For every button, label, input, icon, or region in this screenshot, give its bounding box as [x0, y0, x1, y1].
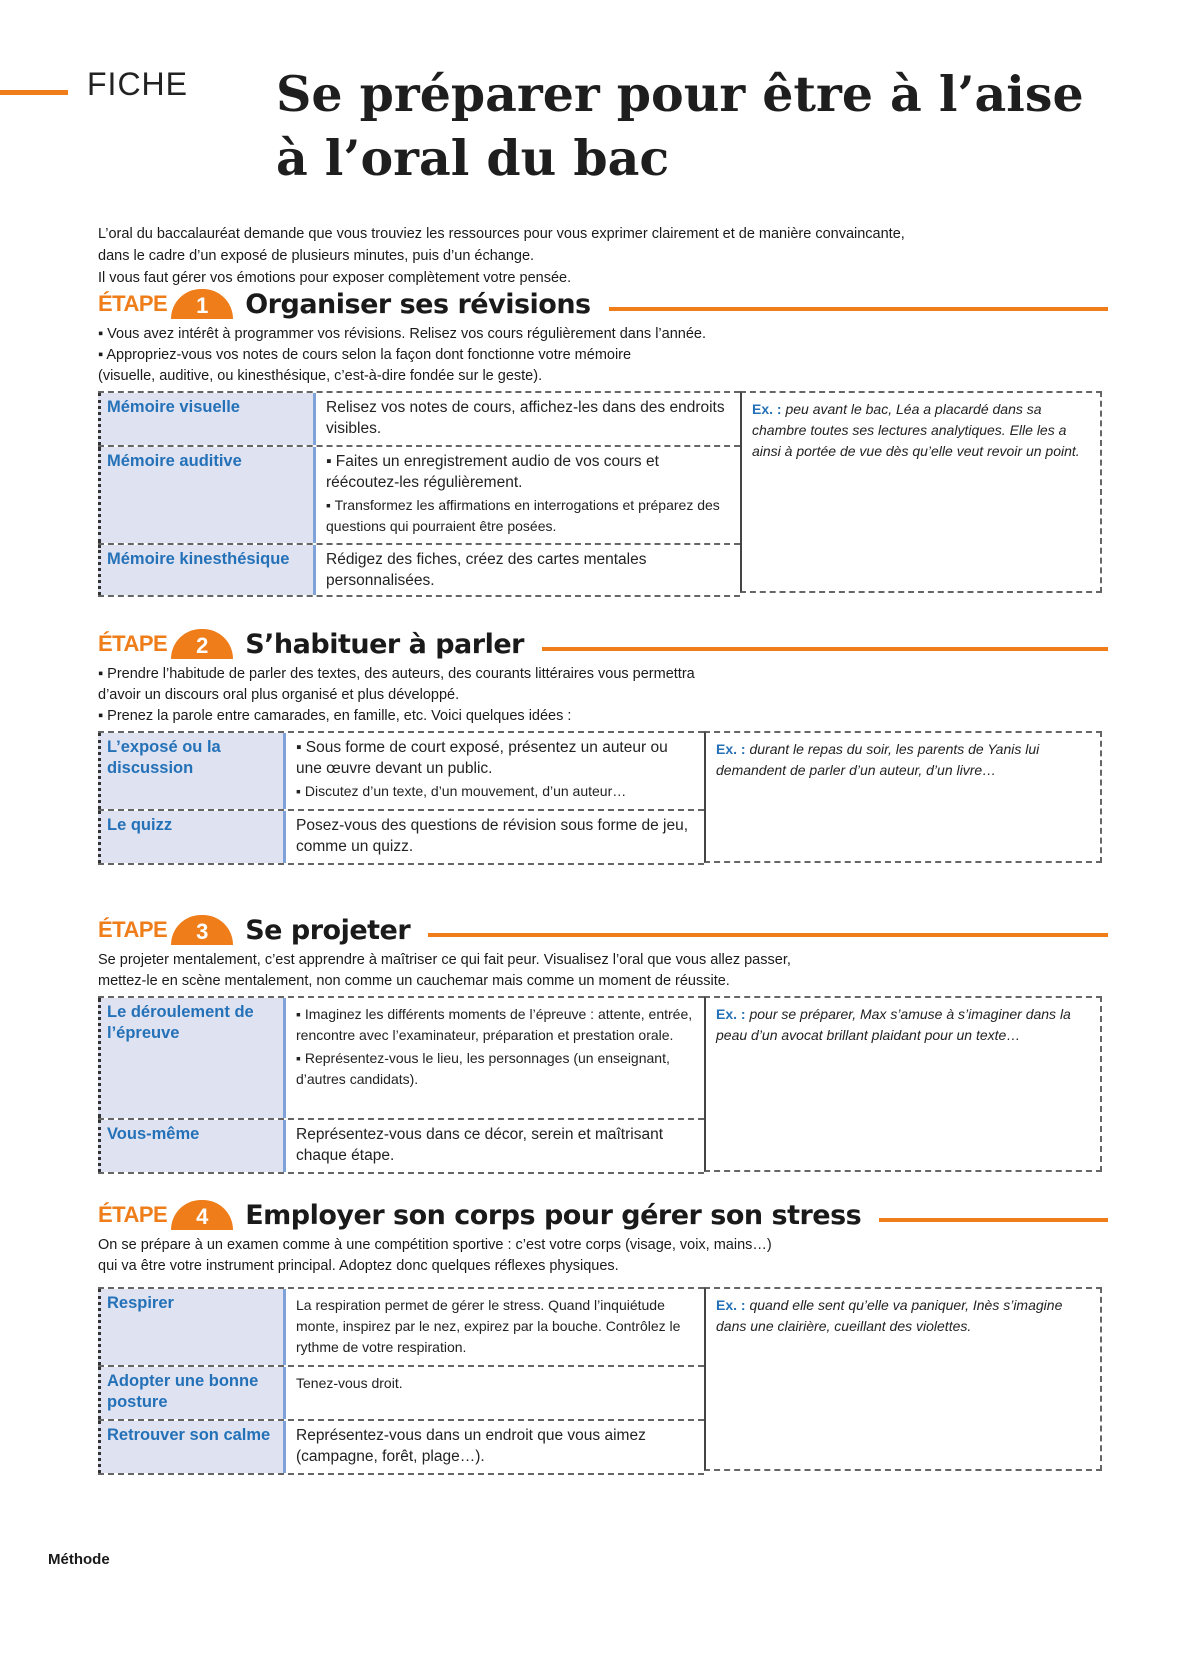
step-text-line: On se prépare à un examen comme à une compétition sportive : c’est votre corps (visage, voix, mains…) [98, 1237, 772, 1253]
step-title: S’habituer à parler [245, 628, 524, 660]
example-label: Ex. : [716, 1297, 746, 1313]
table-rows [98, 391, 740, 597]
step-3-section [98, 912, 1108, 1174]
row-label: Le déroulement de l’épreuve [98, 998, 286, 1118]
row-label: Mémoire auditive [98, 447, 316, 543]
step-number-badge: 4 [171, 1200, 233, 1230]
step-word: ÉTAPE [98, 291, 168, 316]
table-row [98, 1287, 704, 1367]
step-rule [879, 1218, 1108, 1222]
row-item: ▪ Représentez-vous le lieu, les personnages (un enseignant, d’autres candidats). [296, 1050, 670, 1087]
step-table [98, 391, 1108, 597]
fiche-accent-bar [0, 90, 68, 95]
table-row [98, 731, 704, 811]
step-header [98, 912, 1108, 948]
step-text-line: ▪ Prendre l’habitude de parler des textes, des auteurs, des courants littéraires vous permettra [98, 666, 695, 682]
step-word: ÉTAPE [98, 917, 168, 942]
example-label: Ex. : [752, 401, 782, 417]
row-item: Rédigez des fiches, créez des cartes mentales personnalisées. [326, 551, 647, 589]
row-label: Le quizz [98, 811, 286, 863]
table-row [98, 811, 704, 865]
step-table [98, 996, 1108, 1174]
example-box [704, 1287, 1102, 1471]
table-rows [98, 731, 704, 865]
step-text-line: d’avoir un discours oral plus organisé et plus développé. [98, 687, 460, 703]
page-title-line-1: Se préparer pour être à l’aise [276, 65, 1084, 123]
page-title [276, 62, 1136, 190]
example-text: peu avant le bac, Léa a placardé dans sa chambre toutes ses lectures analytiques. Elle les a ainsi à portée de vue dès qu’elle veut revoir un point. [752, 401, 1080, 459]
step-text-line: ▪ Appropriez-vous vos notes de cours selon la façon dont fonctionne votre mémoire [98, 347, 632, 363]
table-row [98, 447, 740, 545]
step-text-line: (visuelle, auditive, ou kinesthésique, c’est-à-dire fondée sur le geste). [98, 368, 543, 384]
row-item: ▪ Discutez d’un texte, d’un mouvement, d’un auteur… [296, 783, 627, 799]
step-title: Se projeter [245, 914, 411, 946]
step-header [98, 626, 1108, 662]
page-title-line-2: à l’oral du bac [276, 129, 670, 187]
step-text [98, 664, 1108, 727]
table-row [98, 1421, 704, 1475]
row-item: Représentez-vous dans un endroit que vous aimez (campagne, forêt, plage…). [296, 1427, 646, 1465]
table-rows [98, 996, 704, 1174]
intro-line: Il vous faut gérer vos émotions pour exposer complètement votre pensée. [98, 270, 572, 286]
table-row [98, 996, 704, 1120]
row-item: Posez-vous des questions de révision sous forme de jeu, comme un quizz. [296, 817, 689, 855]
row-item: ▪ Sous forme de court exposé, présentez un auteur ou une œuvre devant un public. [296, 739, 668, 777]
step-number-badge: 3 [171, 915, 233, 945]
step-word: ÉTAPE [98, 1202, 168, 1227]
step-table [98, 731, 1108, 865]
step-4-section [98, 1197, 1108, 1475]
row-description [286, 1120, 704, 1172]
step-1-section [98, 286, 1108, 597]
step-text-line: ▪ Vous avez intérêt à programmer vos révisions. Relisez vos cours régulièrement dans l’année. [98, 326, 706, 342]
step-rule [428, 933, 1108, 937]
step-2-section [98, 626, 1108, 865]
row-item: Relisez vos notes de cours, affichez-les dans des endroits visibles. [326, 399, 725, 437]
step-word: ÉTAPE [98, 631, 168, 656]
example-box [740, 391, 1102, 593]
step-table [98, 1287, 1108, 1475]
step-title: Employer son corps pour gérer son stress [245, 1199, 862, 1231]
row-description [316, 447, 740, 543]
row-label: Retrouver son calme [98, 1421, 286, 1473]
fiche-label: FICHE [87, 66, 188, 102]
row-description [316, 393, 740, 445]
example-label: Ex. : [716, 741, 746, 757]
footer-label: Méthode [48, 1551, 110, 1568]
example-text: quand elle sent qu’elle va paniquer, Inès s’imagine dans une clairière, cueillant des violettes. [716, 1297, 1063, 1334]
row-item: La respiration permet de gérer le stress. Quand l’inquiétude monte, inspirez par le nez, expirez par la bouche. Contrôlez le rythme de votre respiration. [296, 1297, 681, 1355]
row-description [286, 998, 704, 1118]
row-item: ▪ Imaginez les différents moments de l’épreuve : attente, entrée, rencontre avec l’examinateur, préparation et prestation orale. [296, 1006, 693, 1043]
row-label: L’exposé ou la discussion [98, 733, 286, 809]
example-text: pour se préparer, Max s’amuse à s’imaginer dans la peau d’un avocat brillant plaidant pour un texte… [716, 1006, 1071, 1043]
row-description [286, 1421, 704, 1473]
example-text: durant le repas du soir, les parents de Yanis lui demandent de parler d’un auteur, d’un livre… [716, 741, 1040, 778]
example-box [704, 731, 1102, 863]
step-text-line: Se projeter mentalement, c’est apprendre à maîtriser ce qui fait peur. Visualisez l’oral que vous allez passer, [98, 952, 791, 968]
row-label: Adopter une bonne posture [98, 1367, 286, 1419]
row-description [286, 811, 704, 863]
table-row [98, 1367, 704, 1421]
step-rule [542, 647, 1108, 651]
row-item: ▪ Faites un enregistrement audio de vos cours et réécoutez-les régulièrement. [326, 453, 659, 491]
intro-paragraph [98, 223, 1108, 289]
row-label: Mémoire visuelle [98, 393, 316, 445]
row-description [316, 545, 740, 595]
row-label: Vous-même [98, 1120, 286, 1172]
step-text-line: qui va être votre instrument principal. Adoptez donc quelques réflexes physiques. [98, 1258, 619, 1274]
row-description [286, 1367, 704, 1419]
row-item: Représentez-vous dans ce décor, serein et maîtrisant chaque étape. [296, 1126, 664, 1164]
step-text [98, 950, 1108, 992]
table-row [98, 1120, 704, 1174]
step-text [98, 1235, 1108, 1277]
step-title: Organiser ses révisions [245, 288, 591, 320]
example-label: Ex. : [716, 1006, 746, 1022]
intro-line: L’oral du baccalauréat demande que vous trouviez les ressources pour vous exprimer clairement et de manière convaincante, [98, 226, 905, 242]
row-description [286, 733, 704, 809]
row-label: Respirer [98, 1289, 286, 1365]
intro-line: dans le cadre d’un exposé de plusieurs minutes, puis d’un échange. [98, 248, 535, 264]
step-text-line: ▪ Prenez la parole entre camarades, en famille, etc. Voici quelques idées : [98, 708, 572, 724]
step-rule [609, 307, 1108, 311]
row-label: Mémoire kinesthésique [98, 545, 316, 595]
row-item: ▪ Transformez les affirmations en interrogations et préparez des questions qui pourraient être posées. [326, 497, 720, 534]
table-rows [98, 1287, 704, 1475]
step-header [98, 1197, 1108, 1233]
table-row [98, 391, 740, 447]
table-row [98, 545, 740, 597]
step-text-line: mettez-le en scène mentalement, non comme un cauchemar mais comme un moment de réussite. [98, 973, 730, 989]
step-header [98, 286, 1108, 322]
step-number-badge: 1 [171, 289, 233, 319]
row-description [286, 1289, 704, 1365]
row-item: Tenez-vous droit. [296, 1375, 403, 1391]
step-number-badge: 2 [171, 629, 233, 659]
step-text [98, 324, 1108, 387]
example-box [704, 996, 1102, 1172]
